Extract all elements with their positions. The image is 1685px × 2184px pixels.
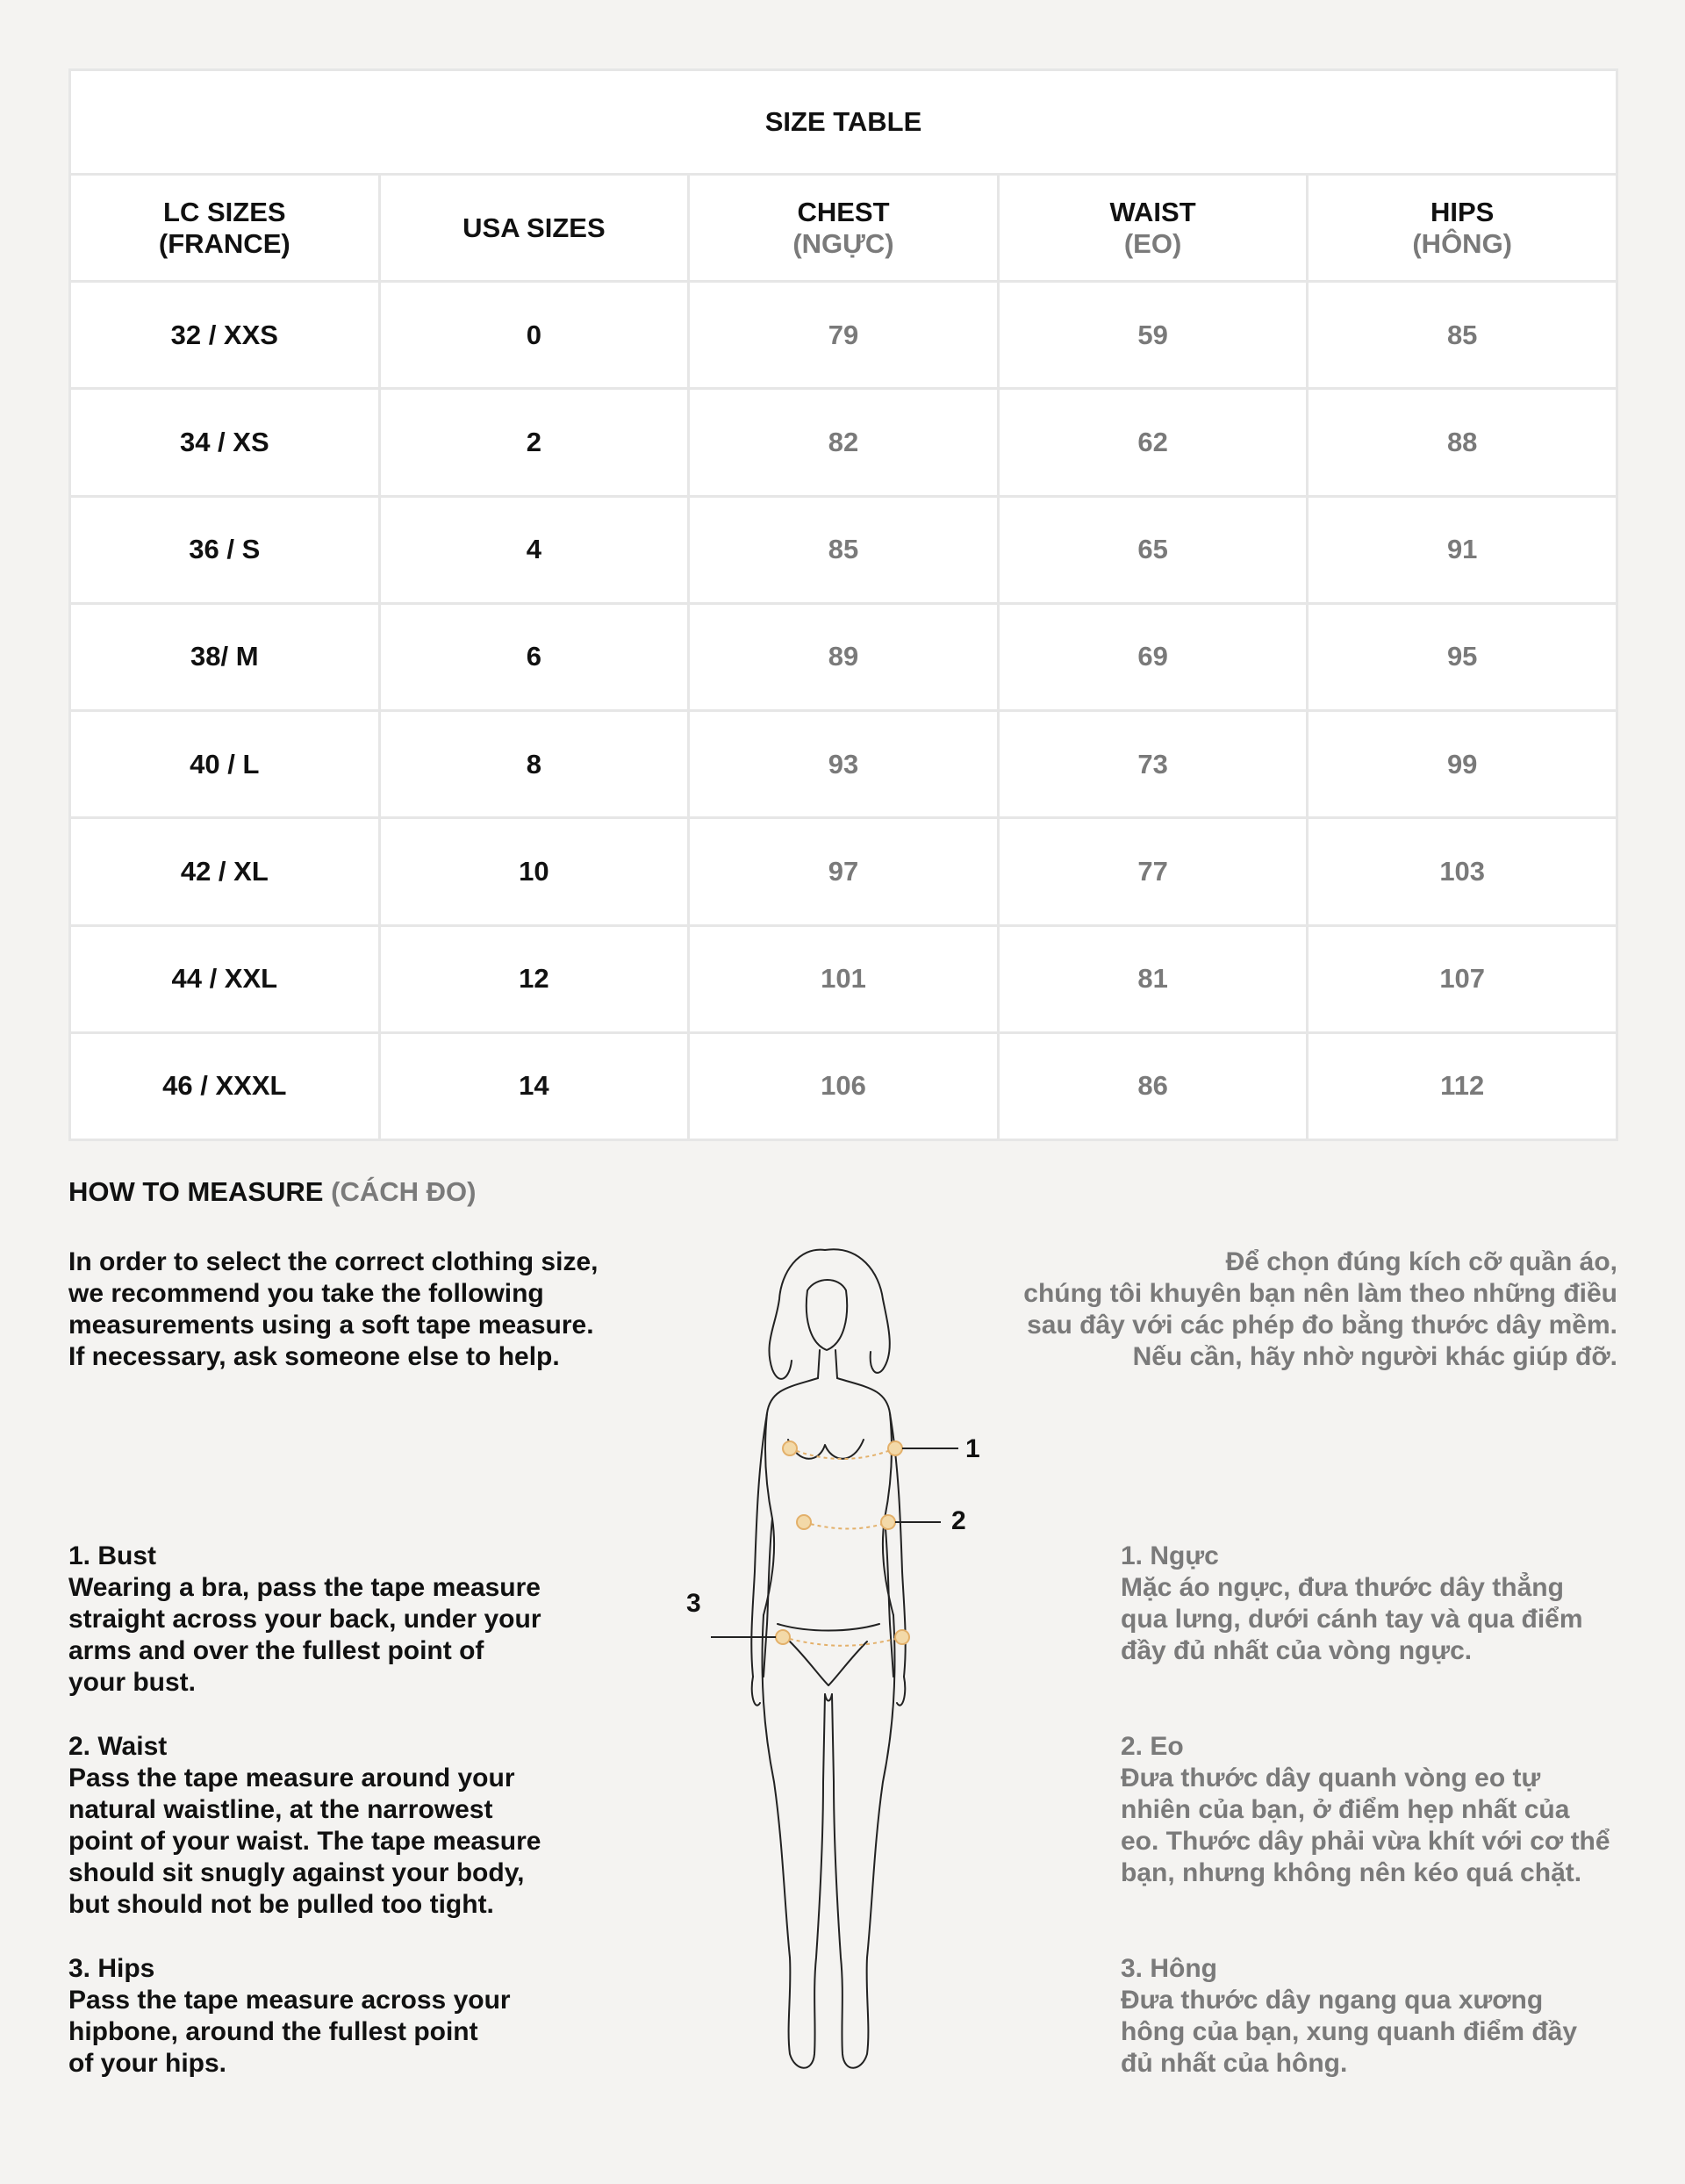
step-hips-vi: 3. Hông Đưa thước dây ngang qua xương hông của bạn, xung quanh điểm đầy đủ nhất của hông. bbox=[1121, 1954, 1578, 2078]
face bbox=[807, 1280, 847, 1350]
how-to-measure-title: HOW TO MEASURE (CÁCH ĐO) bbox=[68, 1176, 477, 1207]
header-chest: CHEST (NGỰC) bbox=[689, 175, 999, 282]
cell-hips: 103 bbox=[1308, 818, 1617, 925]
cell-lc-size: 38/ M bbox=[70, 603, 380, 710]
cell-hips: 88 bbox=[1308, 389, 1617, 496]
cell-waist: 77 bbox=[998, 818, 1308, 925]
cell-waist: 59 bbox=[998, 282, 1308, 389]
cell-usa-size: 0 bbox=[379, 282, 689, 389]
cell-chest: 85 bbox=[689, 496, 999, 603]
callout-1: 1 bbox=[965, 1434, 980, 1463]
neck bbox=[818, 1350, 837, 1378]
step-bust-vi: 1. Ngực Mặc áo ngực, đưa thước dây thẳng qua lưng, dưới cánh tay và qua điểm đầy đủ nhất của vòng ngực. bbox=[1121, 1541, 1583, 1665]
table-row bbox=[70, 603, 1617, 710]
step-bust-en: 1. Bust Wearing a bra, pass the tape measure straight across your back, under your arms and over the fullest point of your bust. bbox=[68, 1541, 541, 1697]
step-waist-vi: 2. Eo Đưa thước dây quanh vòng eo tự nhiên của bạn, ở điểm hẹp nhất của eo. Thước dây phải vừa khít với cơ thể bạn, nhưng không nên kéo quá chặt. bbox=[1121, 1732, 1610, 1887]
table-row bbox=[70, 282, 1617, 389]
cell-waist: 65 bbox=[998, 496, 1308, 603]
table-row bbox=[70, 389, 1617, 496]
hips-tape bbox=[783, 1637, 902, 1646]
cell-chest: 97 bbox=[689, 818, 999, 925]
cell-chest: 82 bbox=[689, 389, 999, 496]
cell-waist: 86 bbox=[998, 1032, 1308, 1139]
hair bbox=[769, 1249, 889, 1379]
body-figure-illustration bbox=[676, 1238, 1009, 2098]
cell-waist: 81 bbox=[998, 925, 1308, 1032]
table-row bbox=[70, 925, 1617, 1032]
cell-chest: 89 bbox=[689, 603, 999, 710]
cell-usa-size: 6 bbox=[379, 603, 689, 710]
table-body bbox=[70, 282, 1617, 1140]
cell-usa-size: 14 bbox=[379, 1032, 689, 1139]
cell-hips: 107 bbox=[1308, 925, 1617, 1032]
step-waist-en: 2. Waist Pass the tape measure around your natural waistline, at the narrowest point of your waist. The tape measure should sit snugly against your body, but should not be pulled too tight. bbox=[68, 1732, 541, 1919]
cell-waist: 73 bbox=[998, 711, 1308, 818]
cell-chest: 93 bbox=[689, 711, 999, 818]
cell-lc-size: 34 / XS bbox=[70, 389, 380, 496]
cell-hips: 99 bbox=[1308, 711, 1617, 818]
leg-left bbox=[763, 1615, 826, 2068]
intro-english: In order to select the correct clothing size, we recommend you take the following measurements using a soft tape measure. If necessary, ask someone else to help. bbox=[68, 1247, 599, 1371]
header-lc-sizes: LC SIZES (FRANCE) bbox=[70, 175, 380, 282]
table-title: SIZE TABLE bbox=[70, 70, 1617, 175]
header-hips: HIPS (HÔNG) bbox=[1308, 175, 1617, 282]
table-header-row bbox=[70, 175, 1617, 282]
cell-waist: 62 bbox=[998, 389, 1308, 496]
waist-tape bbox=[804, 1522, 888, 1529]
cell-lc-size: 36 / S bbox=[70, 496, 380, 603]
leg-right bbox=[832, 1615, 895, 2068]
cell-hips: 95 bbox=[1308, 603, 1617, 710]
cell-lc-size: 42 / XL bbox=[70, 818, 380, 925]
cell-lc-size: 32 / XXS bbox=[70, 282, 380, 389]
cell-usa-size: 2 bbox=[379, 389, 689, 496]
cell-usa-size: 4 bbox=[379, 496, 689, 603]
cell-hips: 85 bbox=[1308, 282, 1617, 389]
header-waist: WAIST (EO) bbox=[998, 175, 1308, 282]
cell-hips: 91 bbox=[1308, 496, 1617, 603]
step-hips-en: 3. Hips Pass the tape measure across your hipbone, around the fullest point of your hips. bbox=[68, 1954, 511, 2078]
briefs bbox=[778, 1624, 879, 1685]
cell-chest: 101 bbox=[689, 925, 999, 1032]
cell-usa-size: 8 bbox=[379, 711, 689, 818]
bust-tape bbox=[790, 1448, 895, 1459]
cell-hips: 112 bbox=[1308, 1032, 1617, 1139]
cell-usa-size: 10 bbox=[379, 818, 689, 925]
torso bbox=[764, 1378, 893, 1615]
cell-lc-size: 40 / L bbox=[70, 711, 380, 818]
cell-lc-size: 46 / XXXL bbox=[70, 1032, 380, 1139]
cell-lc-size: 44 / XXL bbox=[70, 925, 380, 1032]
cell-usa-size: 12 bbox=[379, 925, 689, 1032]
callout-3: 3 bbox=[686, 1589, 701, 1618]
table-row bbox=[70, 711, 1617, 818]
table-row bbox=[70, 818, 1617, 925]
bra bbox=[788, 1440, 864, 1459]
cell-waist: 69 bbox=[998, 603, 1308, 710]
crotch bbox=[825, 1694, 832, 1701]
cell-chest: 106 bbox=[689, 1032, 999, 1139]
header-usa-sizes: USA SIZES bbox=[379, 175, 689, 282]
size-table bbox=[68, 68, 1618, 1141]
intro-vietnamese: Để chọn đúng kích cỡ quần áo, chúng tôi khuyên bạn nên làm theo những điều sau đây với các phép đo bằng thước dây mềm. Nếu cần, hãy nhờ người khác giúp đỡ. bbox=[1023, 1247, 1617, 1371]
callout-2: 2 bbox=[951, 1506, 966, 1535]
table-row bbox=[70, 496, 1617, 603]
table-row bbox=[70, 1032, 1617, 1139]
cell-chest: 79 bbox=[689, 282, 999, 389]
